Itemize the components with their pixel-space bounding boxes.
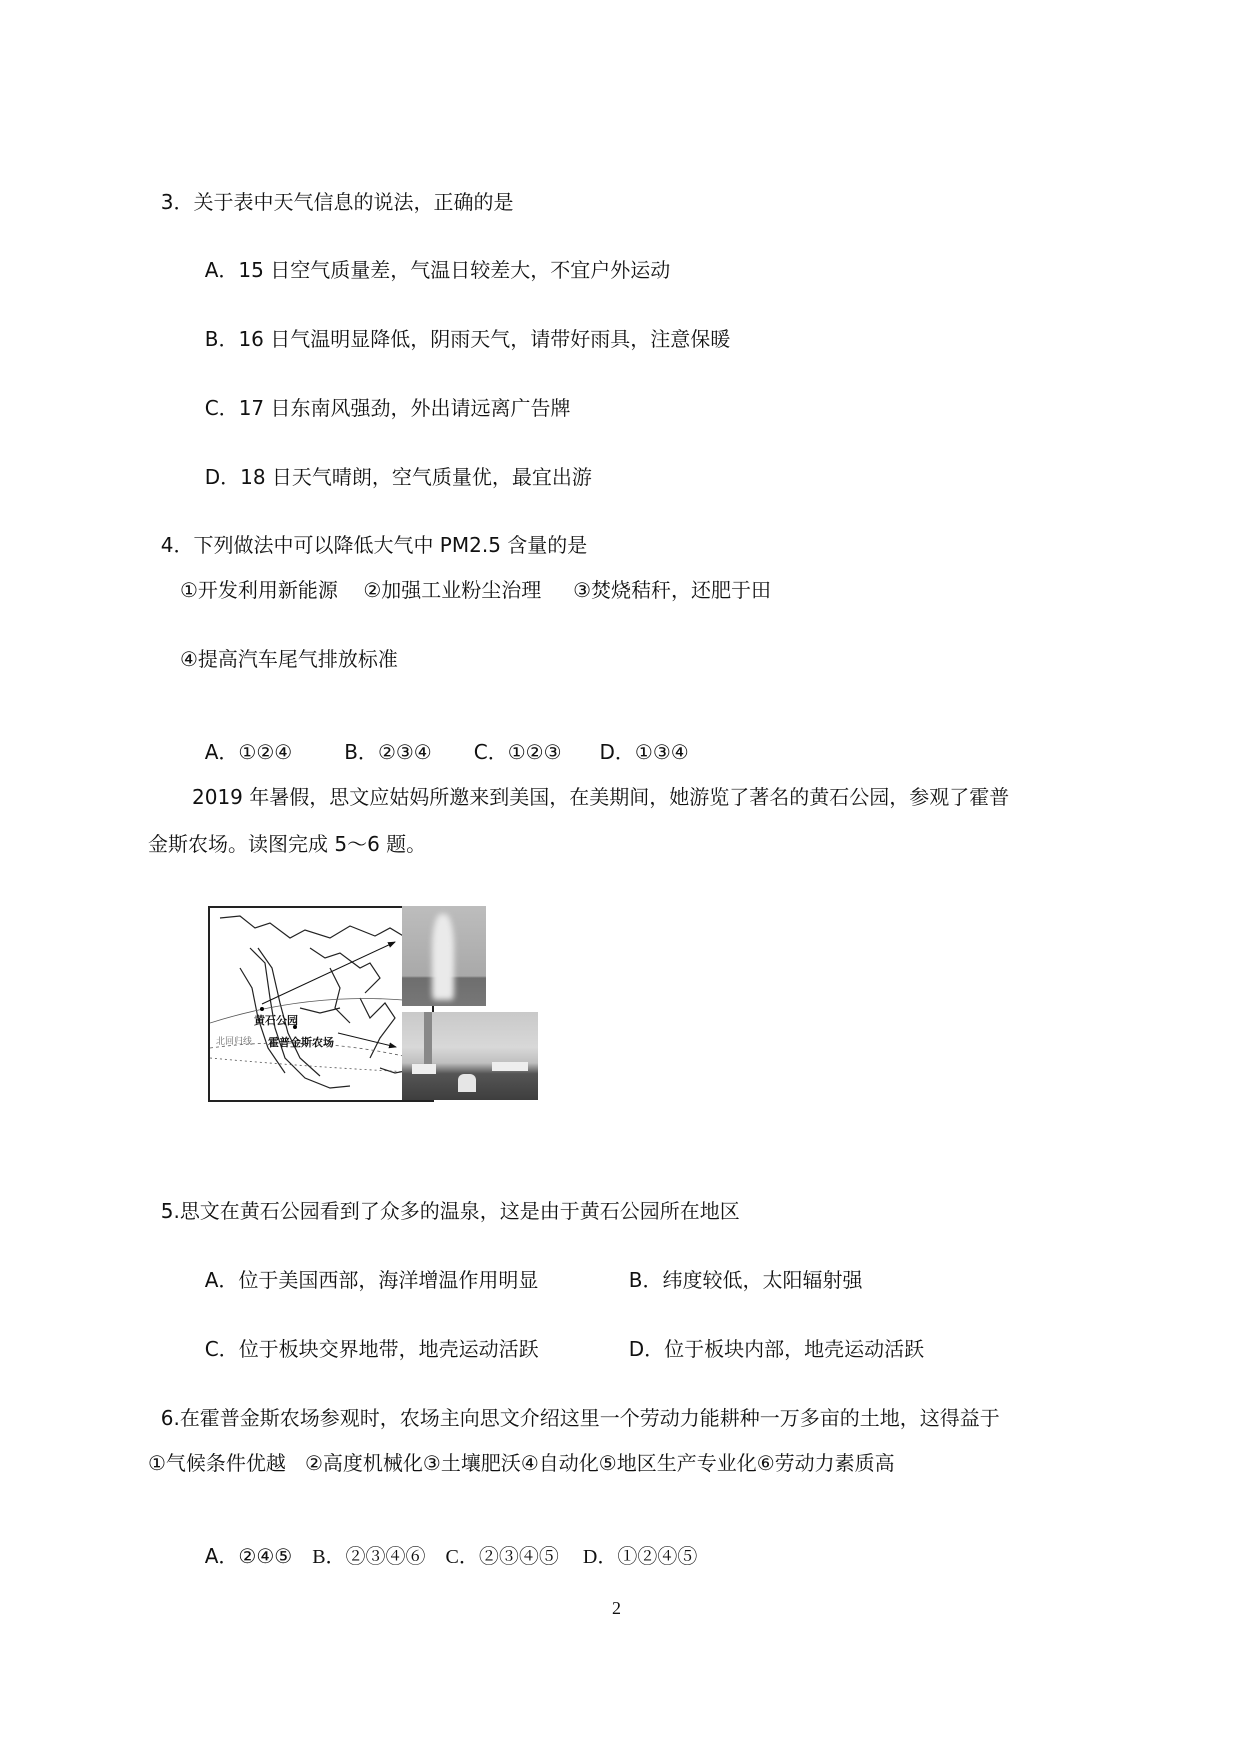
question-3-option-d: D．18 日天气晴朗，空气质量优，最宜出游: [204, 465, 592, 489]
question-6-statements: ①气候条件优越 ②高度机械化③土壤肥沃④自动化⑤地区生产专业化⑥劳动力素质高: [148, 1451, 895, 1475]
option-c: C．①②③: [473, 740, 562, 764]
question-4-statements-1: ①开发利用新能源 ②加强工业粉尘治理 ③焚烧秸秆，还肥于田: [180, 578, 772, 602]
option-a: A．位于美国西部，海洋增温作用明显: [204, 1268, 539, 1292]
map-label-farm: 霍普金斯农场: [268, 1036, 334, 1049]
passage-line-2: 金斯农场。读图完成 5～6 题。: [148, 832, 427, 856]
map-label-yellowstone: 黄石公园: [254, 1014, 298, 1027]
question-3-option-c: C．17 日东南风强劲，外出请远离广告牌: [204, 396, 571, 420]
option-b: B．②③④⑥: [312, 1546, 426, 1568]
question-5-option-c: C．位于板块交界地带，地壳运动活跃: [204, 1337, 539, 1361]
question-3-stem: 3．关于表中天气信息的说法，正确的是: [160, 190, 514, 214]
option-a: A．②④⑤: [204, 1544, 293, 1568]
question-3-option-b: B．16 日气温明显降低，阴雨天气，请带好雨具，注意保暖: [204, 327, 731, 351]
geyser-photo: [402, 906, 486, 1006]
question-5-option-b: B．纬度较低，太阳辐射强: [628, 1268, 863, 1292]
question-5-stem: 5.思文在黄石公园看到了众多的温泉，这是由于黄石公园所在地区: [160, 1199, 740, 1223]
option-d: D．①③④: [599, 740, 689, 764]
option-d: D．①②④⑤: [582, 1546, 698, 1568]
question-4-statements-2: ④提高汽车尾气排放标准: [180, 647, 398, 671]
question-4-options: [192, 716, 689, 764]
farm-photo: [402, 1012, 538, 1100]
question-5-option-d: D．位于板块内部，地壳运动活跃: [628, 1337, 925, 1361]
question-5-options-row-1: [192, 1244, 538, 1292]
question-6-stem: 6.在霍普金斯农场参观时，农场主向思文介绍这里一个劳动力能耕种一万多亩的土地，这得益于: [160, 1406, 1000, 1430]
option-c: C．②③④⑤: [445, 1546, 559, 1568]
option-b: B．②③④: [344, 740, 432, 764]
question-4-stem: 4．下列做法中可以降低大气中 PM2.5 含量的是: [160, 533, 588, 557]
passage-line-1: 2019 年暑假，思文应姑妈所邀来到美国，在美期间，她游览了著名的黄石公园，参观了霍普: [192, 785, 1010, 809]
page-number: 2: [612, 1598, 621, 1618]
map-label-latitude: 北回归线: [216, 1037, 253, 1047]
option-a: A．①②④: [204, 740, 293, 764]
question-3-option-a: A．15 日空气质量差，气温日较差大，不宜户外运动: [204, 258, 671, 282]
question-6-options: [192, 1520, 697, 1569]
